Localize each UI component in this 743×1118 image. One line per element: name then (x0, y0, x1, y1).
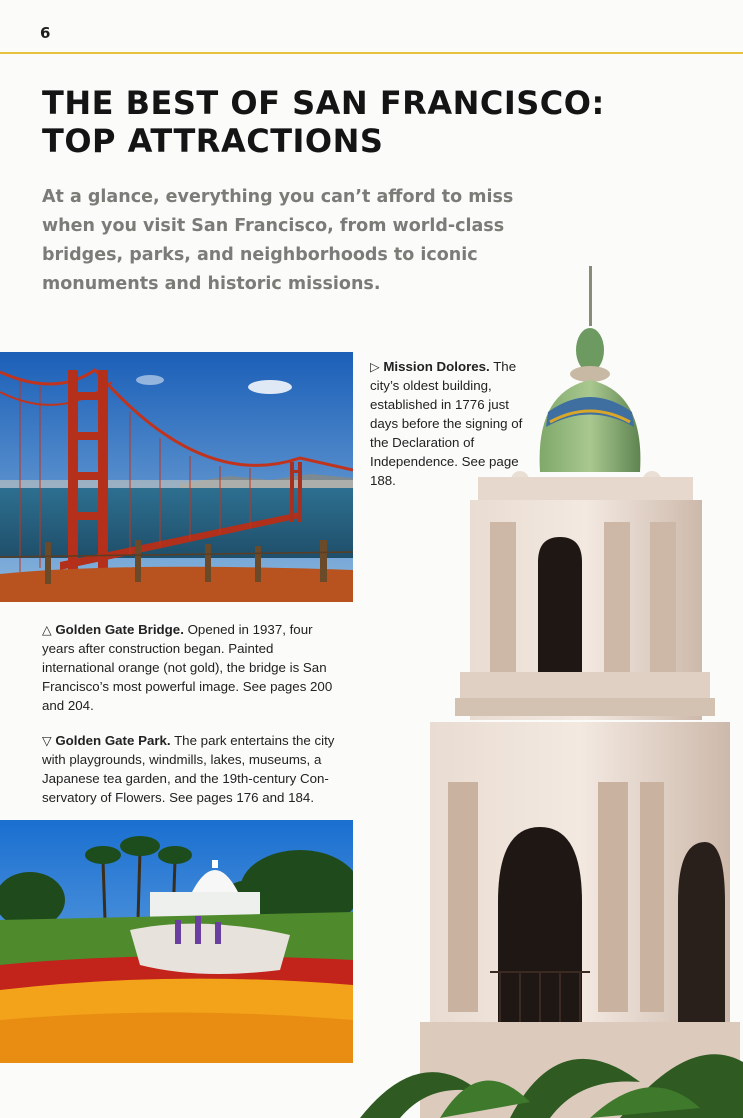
golden-gate-park-text: The park entertains the city with playgrounds, windmills, lakes, museums, a Japanese tea garden, and the 19th-century Con-servatory of Flowers. See pages 176 and 184. (42, 733, 335, 805)
golden-gate-bridge-text: Opened in 1937, four years after construction began. Painted international orange (not gold), the bridge is San Francisco’s most powerful image. See pages 200 and 204. (42, 622, 333, 713)
mission-dolores-photo (360, 262, 743, 1118)
golden-gate-bridge-name: Golden Gate Bridge. (55, 622, 184, 637)
up-triangle-marker-icon: △ (42, 622, 52, 637)
down-triangle-marker-icon: ▽ (42, 733, 52, 748)
header-rule (0, 52, 743, 54)
golden-gate-park-photo (0, 820, 353, 1063)
mission-dolores-name: Mission Dolores. (383, 359, 490, 374)
right-triangle-marker-icon: ▷ (370, 359, 380, 374)
page-title (42, 84, 702, 160)
intro-paragraph: At a glance, everything you can’t afford to miss when you visit San Francisco, from world-class bridges, parks, and neighborhoods to iconic monuments and historic missions. (42, 187, 514, 294)
golden-gate-park-name: Golden Gate Park. (55, 733, 171, 748)
page-title-line-2: TOP ATTRACTIONS (42, 122, 384, 160)
mission-dolores-text: The city’s oldest building, established in 1776 just days before the signing of the Declaration of Independence. See page 188. (370, 359, 523, 488)
page-number: 6 (40, 24, 51, 42)
golden-gate-park-caption (42, 731, 342, 807)
page-title-line-1: THE BEST OF SAN FRANCISCO: (42, 84, 605, 122)
golden-gate-bridge-caption (42, 620, 342, 715)
golden-gate-bridge-photo (0, 352, 353, 602)
